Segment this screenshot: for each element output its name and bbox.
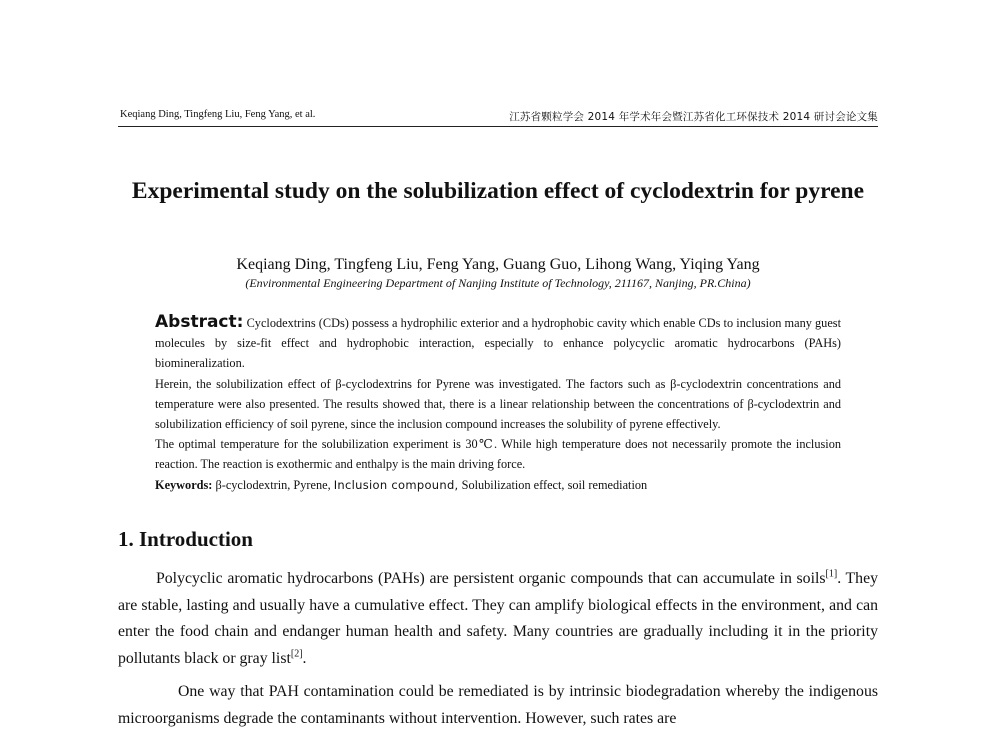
intro-paragraph-1 — [118, 566, 878, 672]
keywords-label: Keywords: — [155, 477, 213, 492]
abstract-para-2: Herein, the solubilization effect of β-cyclodextrins for Pyrene was investigated. The factors such as β-cyclodextrin concentrations and temperature were also presented. The results showed that, there is a linear relationship between the concentrations of β-cyclodextrin and solubilization efficiency of soil pyrene, since the inclusion compound increases the solubility of pyrene effectively. — [155, 376, 841, 432]
running-header — [118, 108, 878, 127]
intro-paragraph-2: One way that PAH contamination could be remediated is by intrinsic biodegradation whereby the indigenous microorganisms degrade the contaminants without intervention. However, such rates are — [118, 683, 878, 727]
abstract-para-3: The optimal temperature for the solubilization experiment is 30℃. While high temperature does not necessarily promote the inclusion reaction. The reaction is exothermic and enthalpy is the main driving force. — [155, 437, 841, 472]
section-heading-introduction: 1. Introduction — [118, 527, 253, 551]
header-proceedings: 江苏省颗粒学会 2014 年学术年会暨江苏省化工环保技术 2014 研讨会论文集 — [509, 111, 878, 123]
introduction-body — [118, 566, 878, 732]
keywords-part-2: Inclusion compound, — [333, 477, 459, 492]
keywords-part-1: β-cyclodextrin, Pyrene, — [212, 477, 334, 492]
citation-2[interactable]: [2] — [290, 648, 303, 660]
header-authors: Keqiang Ding, Tingfeng Liu, Feng Yang, et al. — [120, 109, 316, 120]
intro-p1-text-a: Polycyclic aromatic hydrocarbons (PAHs) are persistent organic compounds that can accumulate in soils — [156, 570, 826, 587]
abstract-label: Abstract: — [155, 312, 244, 332]
intro-p1-text-c: . — [302, 649, 307, 667]
citation-1[interactable]: [1] — [825, 568, 838, 580]
abstract-text-1: Cyclodextrins (CDs) possess a hydrophilic exterior and a hydrophobic cavity which enable CDs to inclusion many guest molecules by size-fit effect and hydrophobic interaction, especially to enhance polycyclic aromatic hydrocarbons (PAHs) biomineralization. — [155, 316, 841, 371]
affiliation: (Environmental Engineering Department of Nanjing Institute of Technology, 211167, Nanjing, PR.China) — [245, 276, 751, 290]
keywords-part-3: Solubilization effect, soil remediation — [458, 477, 648, 492]
paper-title: Experimental study on the solubilization effect of cyclodextrin for pyrene — [131, 178, 865, 204]
keywords-line — [155, 475, 841, 495]
intro-p1-text-b: . They are stable, lasting and usually have a cumulative effect. They can amplify biological effects in the environment, and can enter the food chain and endanger human health and safety. Many countries are gradually including it in the priority pollutants black or gray list — [118, 570, 878, 667]
author-list: Keqiang Ding, Tingfeng Liu, Feng Yang, Guang Guo, Lihong Wang, Yiqing Yang — [236, 256, 760, 273]
abstract-block — [155, 312, 841, 495]
abstract-para-1 — [155, 312, 841, 374]
